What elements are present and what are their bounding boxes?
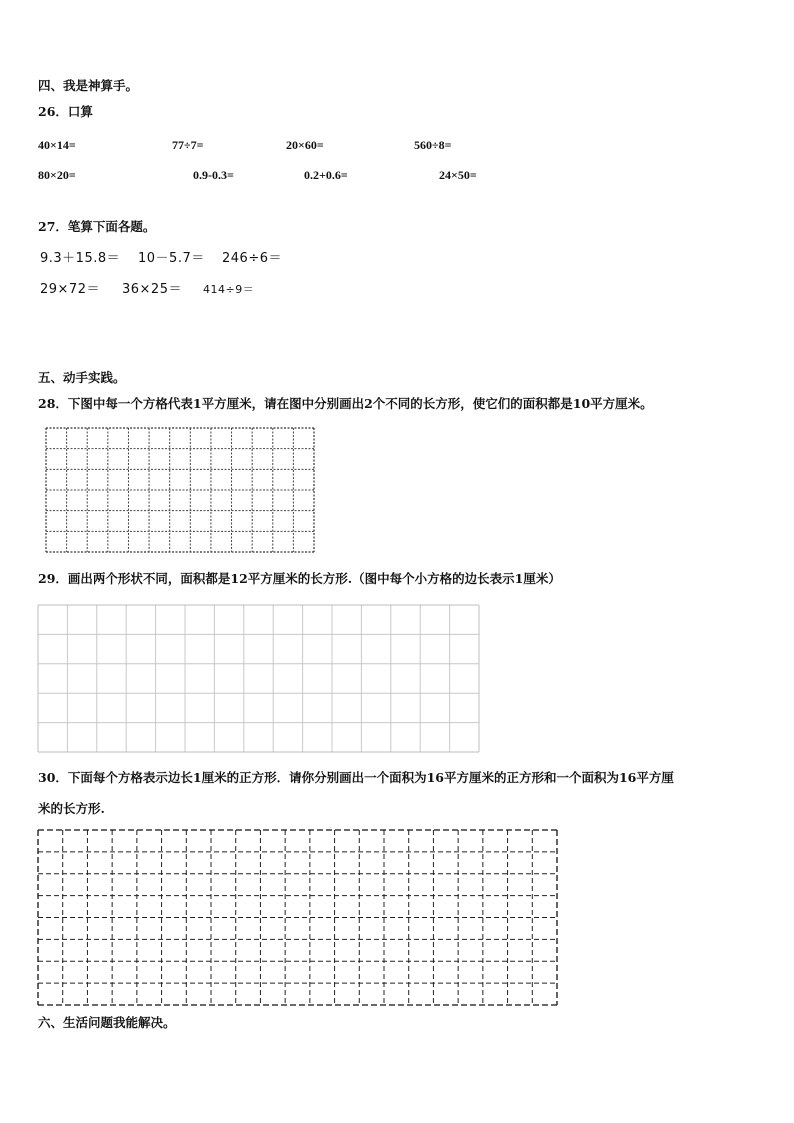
- q26-item: 40×14=: [38, 138, 76, 152]
- q28-grid[interactable]: [46, 428, 314, 552]
- section-4-heading: 四、我是神算手。: [38, 78, 139, 93]
- q29-grid[interactable]: [38, 605, 479, 752]
- q27-label: 27．笔算下面各题。: [38, 219, 156, 234]
- q27-item: 10－5.7＝: [138, 251, 205, 266]
- q26-item: 80×20=: [38, 168, 76, 182]
- q26-item: 24×50=: [439, 168, 477, 182]
- q27-item: 414÷9＝: [203, 283, 255, 296]
- q26-item: 20×60=: [286, 138, 324, 152]
- q27-item: 246÷6＝: [222, 251, 282, 266]
- q26-item: 0.2+0.6=: [304, 168, 348, 182]
- section-6-heading: 六、生活问题我能解决。: [38, 1015, 176, 1030]
- q26-item: 560÷8=: [414, 138, 452, 152]
- q27-item: 29×72＝: [40, 282, 100, 297]
- q26-item: 77÷7=: [172, 138, 204, 152]
- q26-item: 0.9-0.3=: [193, 168, 234, 182]
- q27-item: 9.3＋15.8＝: [40, 251, 121, 266]
- q30-grid[interactable]: [38, 830, 557, 1005]
- q30-text-line1: 30．下面每个方格表示边长1厘米的正方形．请你分别画出一个面积为16平方厘米的正方形和一个面积为16平方厘: [38, 770, 674, 785]
- q30-text-line2: 米的长方形.: [38, 801, 105, 816]
- q29-text: 29．画出两个形状不同，面积都是12平方厘米的长方形.（图中每个小方格的边长表示1厘米）: [38, 571, 561, 586]
- section-5-heading: 五、动手实践。: [38, 370, 126, 385]
- q27-item: 36×25＝: [122, 282, 182, 297]
- q26-label: 26．口算: [38, 104, 93, 119]
- q28-text: 28．下图中每一个方格代表1平方厘米，请在图中分别画出2个不同的长方形，使它们的面积都是10平方厘米。: [38, 396, 653, 411]
